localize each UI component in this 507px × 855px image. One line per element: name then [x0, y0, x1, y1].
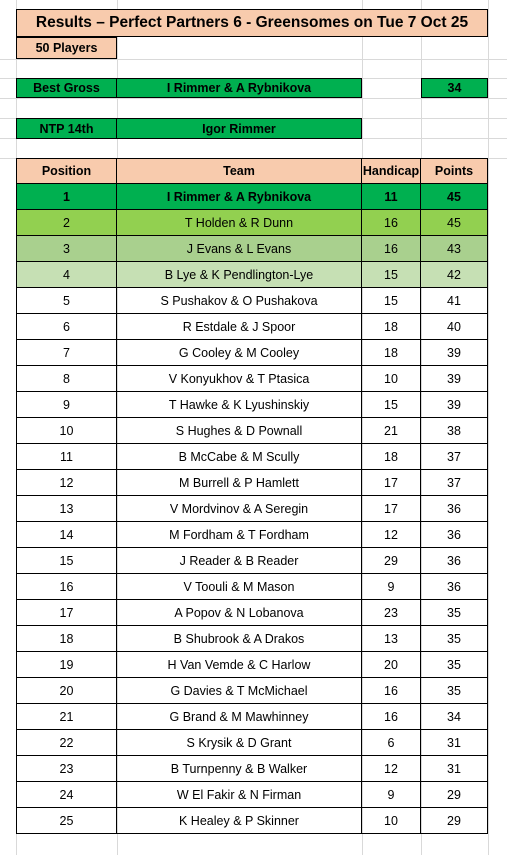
- cell-handicap: 12: [362, 522, 421, 548]
- table-row: [16, 704, 488, 730]
- cell-handicap: 17: [362, 496, 421, 522]
- cell-position: 2: [16, 210, 117, 236]
- cell-position: 23: [16, 756, 117, 782]
- cell-handicap: 16: [362, 236, 421, 262]
- cell-handicap: 16: [362, 678, 421, 704]
- table-row: [16, 366, 488, 392]
- cell-points: 31: [421, 730, 488, 756]
- cell-handicap: 18: [362, 314, 421, 340]
- cell-team: M Fordham & T Fordham: [117, 522, 362, 548]
- column-header-team: Team: [117, 158, 362, 184]
- player-count: 50 Players: [16, 37, 117, 59]
- ntp-label: NTP 14th: [16, 118, 117, 139]
- cell-position: 9: [16, 392, 117, 418]
- cell-team: S Hughes & D Pownall: [117, 418, 362, 444]
- table-row: [16, 496, 488, 522]
- cell-points: 29: [421, 808, 488, 834]
- best-gross-label: Best Gross: [16, 78, 117, 98]
- cell-position: 25: [16, 808, 117, 834]
- table-row: [16, 600, 488, 626]
- cell-position: 21: [16, 704, 117, 730]
- cell-points: 34: [421, 704, 488, 730]
- cell-points: 42: [421, 262, 488, 288]
- best-gross-points: 34: [421, 78, 488, 98]
- cell-team: V Toouli & M Mason: [117, 574, 362, 600]
- cell-points: 37: [421, 444, 488, 470]
- cell-points: 29: [421, 782, 488, 808]
- cell-handicap: 6: [362, 730, 421, 756]
- cell-team: H Van Vemde & C Harlow: [117, 652, 362, 678]
- cell-position: 16: [16, 574, 117, 600]
- cell-position: 18: [16, 626, 117, 652]
- cell-handicap: 21: [362, 418, 421, 444]
- cell-points: 35: [421, 678, 488, 704]
- cell-handicap: 12: [362, 756, 421, 782]
- cell-team: B McCabe & M Scully: [117, 444, 362, 470]
- cell-position: 1: [16, 184, 117, 210]
- cell-points: 40: [421, 314, 488, 340]
- cell-team: S Krysik & D Grant: [117, 730, 362, 756]
- column-header-handicap: Handicap: [362, 158, 421, 184]
- cell-handicap: 10: [362, 808, 421, 834]
- cell-points: 45: [421, 184, 488, 210]
- cell-points: 39: [421, 340, 488, 366]
- cell-team: K Healey & P Skinner: [117, 808, 362, 834]
- table-row: [16, 756, 488, 782]
- table-row: [16, 782, 488, 808]
- cell-team: B Shubrook & A Drakos: [117, 626, 362, 652]
- cell-handicap: 11: [362, 184, 421, 210]
- cell-position: 19: [16, 652, 117, 678]
- cell-position: 4: [16, 262, 117, 288]
- cell-team: A Popov & N Lobanova: [117, 600, 362, 626]
- cell-handicap: 18: [362, 340, 421, 366]
- cell-position: 10: [16, 418, 117, 444]
- table-row: [16, 470, 488, 496]
- table-row: [16, 288, 488, 314]
- cell-handicap: 16: [362, 704, 421, 730]
- cell-position: 24: [16, 782, 117, 808]
- cell-team: G Cooley & M Cooley: [117, 340, 362, 366]
- cell-points: 36: [421, 522, 488, 548]
- table-row: [16, 392, 488, 418]
- cell-points: 35: [421, 652, 488, 678]
- cell-team: M Burrell & P Hamlett: [117, 470, 362, 496]
- cell-handicap: 15: [362, 288, 421, 314]
- table-row: [16, 340, 488, 366]
- cell-team: B Lye & K Pendlington-Lye: [117, 262, 362, 288]
- cell-points: 36: [421, 574, 488, 600]
- table-row: [16, 574, 488, 600]
- cell-points: 37: [421, 470, 488, 496]
- table-row: [16, 730, 488, 756]
- cell-handicap: 15: [362, 392, 421, 418]
- cell-position: 11: [16, 444, 117, 470]
- cell-team: R Estdale & J Spoor: [117, 314, 362, 340]
- cell-points: 38: [421, 418, 488, 444]
- cell-team: B Turnpenny & B Walker: [117, 756, 362, 782]
- table-row: [16, 314, 488, 340]
- table-row: [16, 262, 488, 288]
- cell-position: 22: [16, 730, 117, 756]
- cell-position: 20: [16, 678, 117, 704]
- column-header-position: Position: [16, 158, 117, 184]
- cell-handicap: 29: [362, 548, 421, 574]
- cell-handicap: 13: [362, 626, 421, 652]
- cell-team: V Konyukhov & T Ptasica: [117, 366, 362, 392]
- column-header-points: Points: [421, 158, 488, 184]
- cell-points: 39: [421, 392, 488, 418]
- cell-handicap: 23: [362, 600, 421, 626]
- ntp-player: Igor Rimmer: [117, 118, 362, 139]
- cell-team: W El Fakir & N Firman: [117, 782, 362, 808]
- table-row: [16, 652, 488, 678]
- table-row: [16, 236, 488, 262]
- table-row: [16, 418, 488, 444]
- table-row: [16, 626, 488, 652]
- cell-team: I Rimmer & A Rybnikova: [117, 184, 362, 210]
- table-row: [16, 678, 488, 704]
- cell-team: S Pushakov & O Pushakova: [117, 288, 362, 314]
- cell-points: 36: [421, 548, 488, 574]
- cell-position: 13: [16, 496, 117, 522]
- results-table-header: [16, 158, 488, 184]
- cell-points: 35: [421, 626, 488, 652]
- page-title: Results – Perfect Partners 6 - Greensomes on Tue 7 Oct 25: [16, 9, 488, 37]
- cell-handicap: 18: [362, 444, 421, 470]
- table-row: [16, 548, 488, 574]
- table-row: [16, 808, 488, 834]
- cell-points: 36: [421, 496, 488, 522]
- cell-handicap: 10: [362, 366, 421, 392]
- cell-position: 15: [16, 548, 117, 574]
- cell-team: G Brand & M Mawhinney: [117, 704, 362, 730]
- table-row: [16, 444, 488, 470]
- cell-points: 31: [421, 756, 488, 782]
- table-row: [16, 184, 488, 210]
- cell-team: T Hawke & K Lyushinskiy: [117, 392, 362, 418]
- cell-handicap: 20: [362, 652, 421, 678]
- cell-position: 3: [16, 236, 117, 262]
- cell-position: 14: [16, 522, 117, 548]
- cell-position: 8: [16, 366, 117, 392]
- cell-points: 43: [421, 236, 488, 262]
- cell-team: V Mordvinov & A Seregin: [117, 496, 362, 522]
- table-row: [16, 210, 488, 236]
- table-row: [16, 522, 488, 548]
- cell-handicap: 9: [362, 782, 421, 808]
- cell-points: 35: [421, 600, 488, 626]
- cell-team: J Reader & B Reader: [117, 548, 362, 574]
- cell-team: T Holden & R Dunn: [117, 210, 362, 236]
- cell-position: 5: [16, 288, 117, 314]
- cell-handicap: 16: [362, 210, 421, 236]
- cell-points: 39: [421, 366, 488, 392]
- cell-team: G Davies & T McMichael: [117, 678, 362, 704]
- cell-position: 17: [16, 600, 117, 626]
- cell-position: 6: [16, 314, 117, 340]
- best-gross-team: I Rimmer & A Rybnikova: [117, 78, 362, 98]
- cell-position: 7: [16, 340, 117, 366]
- cell-points: 41: [421, 288, 488, 314]
- cell-position: 12: [16, 470, 117, 496]
- cell-points: 45: [421, 210, 488, 236]
- cell-handicap: 9: [362, 574, 421, 600]
- cell-team: J Evans & L Evans: [117, 236, 362, 262]
- cell-handicap: 15: [362, 262, 421, 288]
- cell-handicap: 17: [362, 470, 421, 496]
